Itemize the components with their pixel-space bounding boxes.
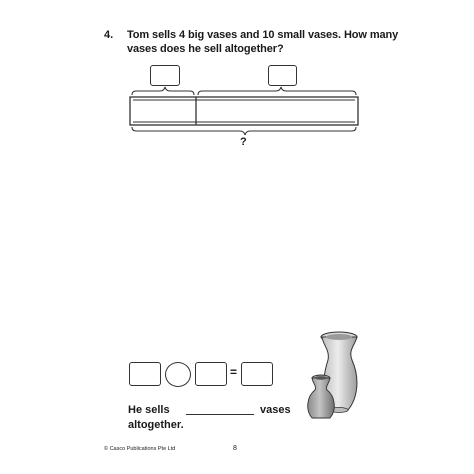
answer-prefix: He sells [128, 404, 170, 416]
question-text-line-1: Tom sells 4 big vases and 10 small vases. How many [127, 29, 399, 41]
equals-sign: = [230, 365, 238, 379]
question-text-line-2: vases does he sell altogether? [127, 43, 284, 55]
copyright-notice: © Casco Publications Pte Ltd [104, 446, 176, 452]
answer-line-2: altogether. [128, 419, 184, 431]
page-number: 8 [233, 445, 237, 452]
question-number: 4. [104, 29, 114, 41]
total-question-mark: ? [240, 136, 247, 148]
answer-suffix: vases [260, 404, 291, 416]
